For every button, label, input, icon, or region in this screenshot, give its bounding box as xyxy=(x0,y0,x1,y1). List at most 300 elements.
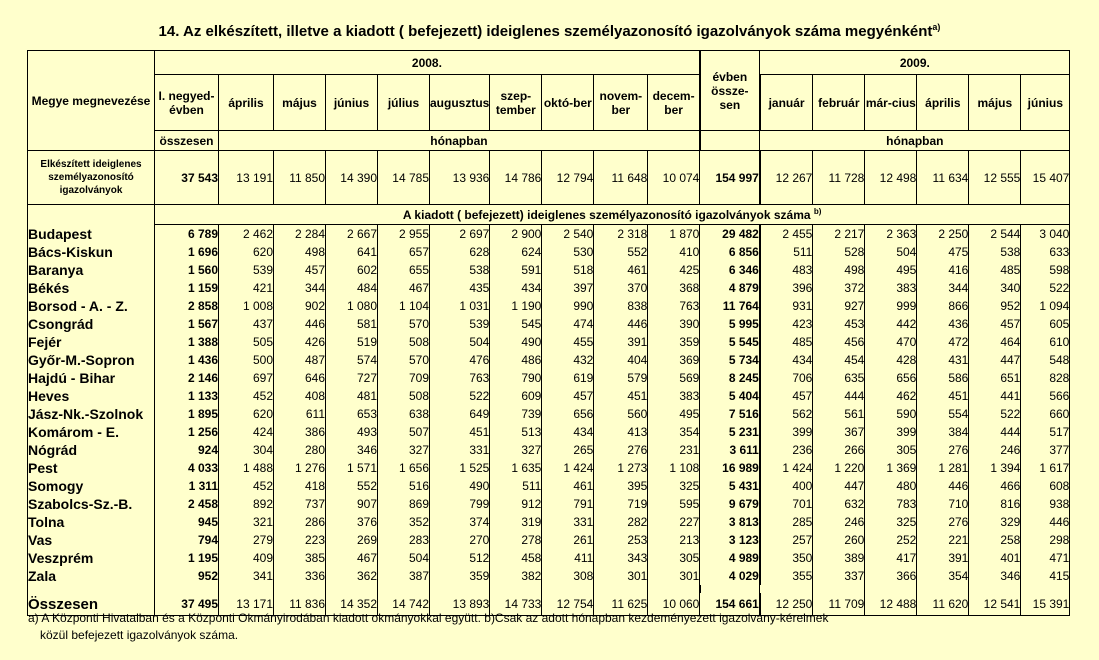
cell-value: 346 xyxy=(326,441,378,459)
footnote-line-2: közül befejezett igazolványok száma. xyxy=(40,628,239,642)
cell-value: 516 xyxy=(378,477,430,495)
table-row xyxy=(28,441,1070,459)
cell-value: 999 xyxy=(865,297,917,315)
cell-value: 415 xyxy=(1021,567,1070,585)
cell-value: 462 xyxy=(865,387,917,405)
cell-value: 710 xyxy=(917,495,969,513)
region-name: Bács-Kiskun xyxy=(28,243,155,261)
region-name: Szabolcs-Sz.-B. xyxy=(28,495,155,513)
cell-value: 2 462 xyxy=(219,225,274,244)
cell-value: 11 620 xyxy=(917,593,969,616)
year-total-header: évben össze-sen xyxy=(700,51,760,131)
cell-value: 387 xyxy=(378,567,430,585)
cell-value: 1 311 xyxy=(155,477,219,495)
table-row xyxy=(28,243,1070,261)
cell-value: 706 xyxy=(760,369,813,387)
cell-value: 591 xyxy=(490,261,542,279)
cell-value: 336 xyxy=(274,567,326,585)
cell-value: 452 xyxy=(219,477,274,495)
cell-value: 609 xyxy=(490,387,542,405)
cell-value: 359 xyxy=(430,567,490,585)
cell-value: 246 xyxy=(969,441,1021,459)
cell-value: 396 xyxy=(760,279,813,297)
region-name: Összesen xyxy=(28,593,155,616)
cell-value: 656 xyxy=(865,369,917,387)
cell-value: 458 xyxy=(490,549,542,567)
cell-value: 431 xyxy=(917,351,969,369)
cell-value: 517 xyxy=(1021,423,1070,441)
cell-value: 628 xyxy=(430,243,490,261)
month-header-2009: január xyxy=(760,75,813,131)
cell-value: 791 xyxy=(542,495,594,513)
cell-value: 866 xyxy=(917,297,969,315)
cell-value: 12 488 xyxy=(865,593,917,616)
prepared-value: 154 997 xyxy=(700,151,760,205)
region-name: Komárom - E. xyxy=(28,423,155,441)
year-2009-header: 2009. xyxy=(760,51,1070,75)
cell-value: 485 xyxy=(969,261,1021,279)
cell-value: 828 xyxy=(1021,369,1070,387)
cell-value: 1 108 xyxy=(648,459,700,477)
table-row xyxy=(28,459,1070,477)
cell-value: 719 xyxy=(594,495,648,513)
cell-value: 346 xyxy=(969,567,1021,585)
cell-value: 446 xyxy=(917,477,969,495)
cell-value: 838 xyxy=(594,297,648,315)
cell-value: 1 617 xyxy=(1021,459,1070,477)
cell-value: 931 xyxy=(760,297,813,315)
cell-value: 435 xyxy=(430,279,490,297)
cell-value: 269 xyxy=(326,531,378,549)
month-header-2008: június xyxy=(326,75,378,131)
cell-value: 327 xyxy=(378,441,430,459)
cell-value: 362 xyxy=(326,567,378,585)
cell-value: 561 xyxy=(813,405,865,423)
cell-value: 276 xyxy=(917,513,969,531)
cell-value: 620 xyxy=(219,243,274,261)
cell-value: 486 xyxy=(490,351,542,369)
cell-value: 252 xyxy=(865,531,917,549)
month-header-2008: április xyxy=(219,75,274,131)
cell-value: 467 xyxy=(326,549,378,567)
cell-value: 548 xyxy=(1021,351,1070,369)
month-header-2008: decem-ber xyxy=(648,75,700,131)
cell-value: 457 xyxy=(542,387,594,405)
cell-value: 2 284 xyxy=(274,225,326,244)
cell-value: 383 xyxy=(648,387,700,405)
cell-value: 341 xyxy=(219,567,274,585)
cell-value: 487 xyxy=(274,351,326,369)
cell-value: 399 xyxy=(865,423,917,441)
cell-value: 12 250 xyxy=(760,593,813,616)
cell-value: 329 xyxy=(969,513,1021,531)
cell-value: 1 256 xyxy=(155,423,219,441)
cell-value: 794 xyxy=(155,531,219,549)
cell-value: 655 xyxy=(378,261,430,279)
cell-value: 432 xyxy=(542,351,594,369)
cell-value: 464 xyxy=(969,333,1021,351)
month-header-2008: május xyxy=(274,75,326,131)
cell-value: 511 xyxy=(490,477,542,495)
footnotes xyxy=(28,610,828,644)
cell-value: 286 xyxy=(274,513,326,531)
cell-value: 483 xyxy=(760,261,813,279)
prepared-value: 14 786 xyxy=(490,151,542,205)
cell-value: 5 404 xyxy=(700,387,760,405)
cell-value: 383 xyxy=(865,279,917,297)
cell-value: 12 754 xyxy=(542,593,594,616)
cell-value: 522 xyxy=(1021,279,1070,297)
footnote-line-1: a) A Központi Hivatalban és a Központi Okmányirodában kiadott okmányokkal együtt. b)Csak az adott hónapban kezdeményezett igazolvány-kérelmek xyxy=(28,611,829,625)
prepared-label: Elkészített ideiglenes személyazonosító igazolványok xyxy=(28,151,155,205)
cell-value: 508 xyxy=(378,387,430,405)
cell-value: 457 xyxy=(274,261,326,279)
cell-value: 3 040 xyxy=(1021,225,1070,244)
cell-value: 5 734 xyxy=(700,351,760,369)
cell-value: 1 195 xyxy=(155,549,219,567)
cell-value: 455 xyxy=(542,333,594,351)
totals-header: összesen xyxy=(155,131,219,151)
cell-value: 308 xyxy=(542,567,594,585)
cell-value: 461 xyxy=(542,477,594,495)
cell-value: 816 xyxy=(969,495,1021,513)
table-row xyxy=(28,261,1070,279)
cell-value: 325 xyxy=(648,477,700,495)
cell-value: 434 xyxy=(760,351,813,369)
month-header-2008: novem-ber xyxy=(594,75,648,131)
prepared-value: 12 267 xyxy=(760,151,813,205)
cell-value: 538 xyxy=(430,261,490,279)
cell-value: 223 xyxy=(274,531,326,549)
cell-value: 355 xyxy=(760,567,813,585)
prepared-value: 14 390 xyxy=(326,151,378,205)
cell-value: 495 xyxy=(648,405,700,423)
cell-value: 945 xyxy=(155,513,219,531)
month-header-2009: április xyxy=(917,75,969,131)
cell-value: 409 xyxy=(219,549,274,567)
monthly-header-2009: hónapban xyxy=(760,131,1070,151)
cell-value: 416 xyxy=(917,261,969,279)
cell-value: 620 xyxy=(219,405,274,423)
cell-value: 12 541 xyxy=(969,593,1021,616)
prepared-value: 11 850 xyxy=(274,151,326,205)
title-footnote-mark: a) xyxy=(932,22,941,32)
cell-value: 418 xyxy=(274,477,326,495)
cell-value: 952 xyxy=(155,567,219,585)
cell-value: 763 xyxy=(648,297,700,315)
month-header-2009: május xyxy=(969,75,1021,131)
region-name: Heves xyxy=(28,387,155,405)
cell-value: 1 276 xyxy=(274,459,326,477)
cell-value: 1 190 xyxy=(490,297,542,315)
cell-value: 367 xyxy=(813,423,865,441)
table-row xyxy=(28,369,1070,387)
cell-value: 434 xyxy=(542,423,594,441)
cell-value: 1 656 xyxy=(378,459,430,477)
cell-value: 1 870 xyxy=(648,225,700,244)
cell-value: 632 xyxy=(813,495,865,513)
cell-value: 635 xyxy=(813,369,865,387)
cell-value: 892 xyxy=(219,495,274,513)
cell-value: 505 xyxy=(219,333,274,351)
cell-value: 2 667 xyxy=(326,225,378,244)
cell-value: 321 xyxy=(219,513,274,531)
cell-value: 444 xyxy=(969,423,1021,441)
cell-value: 790 xyxy=(490,369,542,387)
cell-value: 426 xyxy=(274,333,326,351)
cell-value: 569 xyxy=(648,369,700,387)
cell-value: 382 xyxy=(490,567,542,585)
cell-value: 1 560 xyxy=(155,261,219,279)
region-name: Nógrád xyxy=(28,441,155,459)
cell-value: 530 xyxy=(542,243,594,261)
cell-value: 370 xyxy=(594,279,648,297)
cell-value: 15 391 xyxy=(1021,593,1070,616)
table-row xyxy=(28,315,1070,333)
region-header: Megye megnevezése xyxy=(28,51,155,151)
cell-value: 369 xyxy=(648,351,700,369)
cell-value: 279 xyxy=(219,531,274,549)
region-name: Tolna xyxy=(28,513,155,531)
cell-value: 651 xyxy=(969,369,1021,387)
cell-value: 495 xyxy=(865,261,917,279)
cell-value: 410 xyxy=(648,243,700,261)
cell-value: 657 xyxy=(378,243,430,261)
cell-value: 11 764 xyxy=(700,297,760,315)
table-row xyxy=(28,405,1070,423)
page-title: 14. Az elkészített, illetve a kiadott ( befejezett) ideiglenes személyazonosító igazolványok száma megyénként$^{a)}$ xyxy=(158,22,941,40)
cell-value: 301 xyxy=(594,567,648,585)
cell-value: 586 xyxy=(917,369,969,387)
cell-value: 417 xyxy=(865,549,917,567)
cell-value: 539 xyxy=(430,315,490,333)
cell-value: 29 482 xyxy=(700,225,760,244)
cell-value: 354 xyxy=(917,567,969,585)
cell-value: 265 xyxy=(542,441,594,459)
cell-value: 566 xyxy=(1021,387,1070,405)
cell-value: 4 879 xyxy=(700,279,760,297)
cell-value: 475 xyxy=(917,243,969,261)
cell-value: 447 xyxy=(813,477,865,495)
table-row xyxy=(28,423,1070,441)
cell-value: 952 xyxy=(969,297,1021,315)
cell-value: 451 xyxy=(917,387,969,405)
cell-value: 1 424 xyxy=(760,459,813,477)
cell-value: 1 424 xyxy=(542,459,594,477)
cell-value: 701 xyxy=(760,495,813,513)
cell-value: 366 xyxy=(865,567,917,585)
cell-value: 1 571 xyxy=(326,459,378,477)
region-name: Veszprém xyxy=(28,549,155,567)
cell-value: 1 159 xyxy=(155,279,219,297)
cell-value: 280 xyxy=(274,441,326,459)
cell-value: 912 xyxy=(490,495,542,513)
cell-value: 2 900 xyxy=(490,225,542,244)
cell-value: 605 xyxy=(1021,315,1070,333)
cell-value: 512 xyxy=(430,549,490,567)
prepared-value: 12 498 xyxy=(865,151,917,205)
month-header-2009: február xyxy=(813,75,865,131)
prepared-value: 12 794 xyxy=(542,151,594,205)
cell-value: 2 250 xyxy=(917,225,969,244)
cell-value: 344 xyxy=(917,279,969,297)
region-name: Fejér xyxy=(28,333,155,351)
cell-value: 602 xyxy=(326,261,378,279)
cell-value: 442 xyxy=(865,315,917,333)
cell-value: 1 094 xyxy=(1021,297,1070,315)
cell-value: 305 xyxy=(865,441,917,459)
cell-value: 236 xyxy=(760,441,813,459)
cell-value: 391 xyxy=(917,549,969,567)
cell-value: 2 540 xyxy=(542,225,594,244)
cell-value: 1 525 xyxy=(430,459,490,477)
cell-value: 13 893 xyxy=(430,593,490,616)
region-name: Győr-M.-Sopron xyxy=(28,351,155,369)
cell-value: 570 xyxy=(378,315,430,333)
table-row xyxy=(28,531,1070,549)
cell-value: 377 xyxy=(1021,441,1070,459)
cell-value: 453 xyxy=(813,315,865,333)
region-name: Borsod - A. - Z. xyxy=(28,297,155,315)
prepared-value: 12 555 xyxy=(969,151,1021,205)
cell-value: 260 xyxy=(813,531,865,549)
cell-value: 350 xyxy=(760,549,813,567)
cell-value: 538 xyxy=(969,243,1021,261)
region-name: Jász-Nk.-Szolnok xyxy=(28,405,155,423)
cell-value: 511 xyxy=(760,243,813,261)
cell-value: 6 856 xyxy=(700,243,760,261)
cell-value: 266 xyxy=(813,441,865,459)
cell-value: 2 318 xyxy=(594,225,648,244)
cell-value: 611 xyxy=(274,405,326,423)
cell-value: 227 xyxy=(648,513,700,531)
cell-value: 610 xyxy=(1021,333,1070,351)
cell-value: 253 xyxy=(594,531,648,549)
cell-value: 11 625 xyxy=(594,593,648,616)
cell-value: 390 xyxy=(648,315,700,333)
cell-value: 552 xyxy=(594,243,648,261)
cell-value: 437 xyxy=(219,315,274,333)
cell-value: 498 xyxy=(274,243,326,261)
cell-value: 400 xyxy=(760,477,813,495)
cell-value: 425 xyxy=(648,261,700,279)
cell-value: 16 989 xyxy=(700,459,760,477)
year-2008-header: 2008. xyxy=(155,51,700,75)
table-row xyxy=(28,297,1070,315)
cell-value: 278 xyxy=(490,531,542,549)
monthly-header-2008: hónapban xyxy=(219,131,700,151)
cell-value: 471 xyxy=(1021,549,1070,567)
cell-value: 444 xyxy=(813,387,865,405)
cell-value: 490 xyxy=(490,333,542,351)
cell-value: 508 xyxy=(378,333,430,351)
cell-value: 1 388 xyxy=(155,333,219,351)
cell-value: 500 xyxy=(219,351,274,369)
cell-value: 519 xyxy=(326,333,378,351)
cell-value: 395 xyxy=(594,477,648,495)
cell-value: 518 xyxy=(542,261,594,279)
region-name: Budapest xyxy=(28,225,155,244)
cell-value: 2 217 xyxy=(813,225,865,244)
cell-value: 411 xyxy=(542,549,594,567)
cell-value: 990 xyxy=(542,297,594,315)
cell-value: 337 xyxy=(813,567,865,585)
prepared-value: 10 074 xyxy=(648,151,700,205)
prepared-value: 13 936 xyxy=(430,151,490,205)
cell-value: 624 xyxy=(490,243,542,261)
cell-value: 327 xyxy=(490,441,542,459)
cell-value: 11 836 xyxy=(274,593,326,616)
cell-value: 4 033 xyxy=(155,459,219,477)
cell-value: 447 xyxy=(969,351,1021,369)
cell-value: 6 346 xyxy=(700,261,760,279)
cell-value: 384 xyxy=(917,423,969,441)
cell-value: 484 xyxy=(326,279,378,297)
cell-value: 344 xyxy=(274,279,326,297)
cell-value: 319 xyxy=(490,513,542,531)
cell-value: 869 xyxy=(378,495,430,513)
cell-value: 14 352 xyxy=(326,593,378,616)
cell-value: 231 xyxy=(648,441,700,459)
cell-value: 1 031 xyxy=(430,297,490,315)
cell-value: 466 xyxy=(969,477,1021,495)
cell-value: 436 xyxy=(917,315,969,333)
cell-value: 3 813 xyxy=(700,513,760,531)
cell-value: 423 xyxy=(760,315,813,333)
cell-value: 213 xyxy=(648,531,700,549)
cell-value: 385 xyxy=(274,549,326,567)
cell-value: 653 xyxy=(326,405,378,423)
cell-value: 258 xyxy=(969,531,1021,549)
cell-value: 1 635 xyxy=(490,459,542,477)
cell-value: 404 xyxy=(594,351,648,369)
cell-value: 376 xyxy=(326,513,378,531)
cell-value: 154 661 xyxy=(700,593,760,616)
cell-value: 595 xyxy=(648,495,700,513)
cell-value: 2 955 xyxy=(378,225,430,244)
cell-value: 457 xyxy=(760,387,813,405)
region-name: Hajdú - Bihar xyxy=(28,369,155,387)
table-row xyxy=(28,567,1070,585)
cell-value: 389 xyxy=(813,549,865,567)
cell-value: 2 363 xyxy=(865,225,917,244)
month-header-2009: június xyxy=(1021,75,1070,131)
cell-value: 37 495 xyxy=(155,593,219,616)
cell-value: 539 xyxy=(219,261,274,279)
month-header-2008: július xyxy=(378,75,430,131)
region-name: Vas xyxy=(28,531,155,549)
cell-value: 1 895 xyxy=(155,405,219,423)
cell-value: 221 xyxy=(917,531,969,549)
cell-value: 474 xyxy=(542,315,594,333)
cell-value: 354 xyxy=(648,423,700,441)
cell-value: 522 xyxy=(430,387,490,405)
issued-header: A kiadott ( befejezett) ideiglenes személyazonosító igazolványok száma $^{b)}$ xyxy=(155,205,1070,225)
cell-value: 2 697 xyxy=(430,225,490,244)
cell-value: 927 xyxy=(813,297,865,315)
cell-value: 5 231 xyxy=(700,423,760,441)
cell-value: 304 xyxy=(219,441,274,459)
cell-value: 359 xyxy=(648,333,700,351)
cell-value: 305 xyxy=(648,549,700,567)
cell-value: 454 xyxy=(813,351,865,369)
cell-value: 522 xyxy=(969,405,1021,423)
cell-value: 446 xyxy=(1021,513,1070,531)
cell-value: 528 xyxy=(813,243,865,261)
table-row xyxy=(28,279,1070,297)
cell-value: 638 xyxy=(378,405,430,423)
cell-value: 490 xyxy=(430,477,490,495)
